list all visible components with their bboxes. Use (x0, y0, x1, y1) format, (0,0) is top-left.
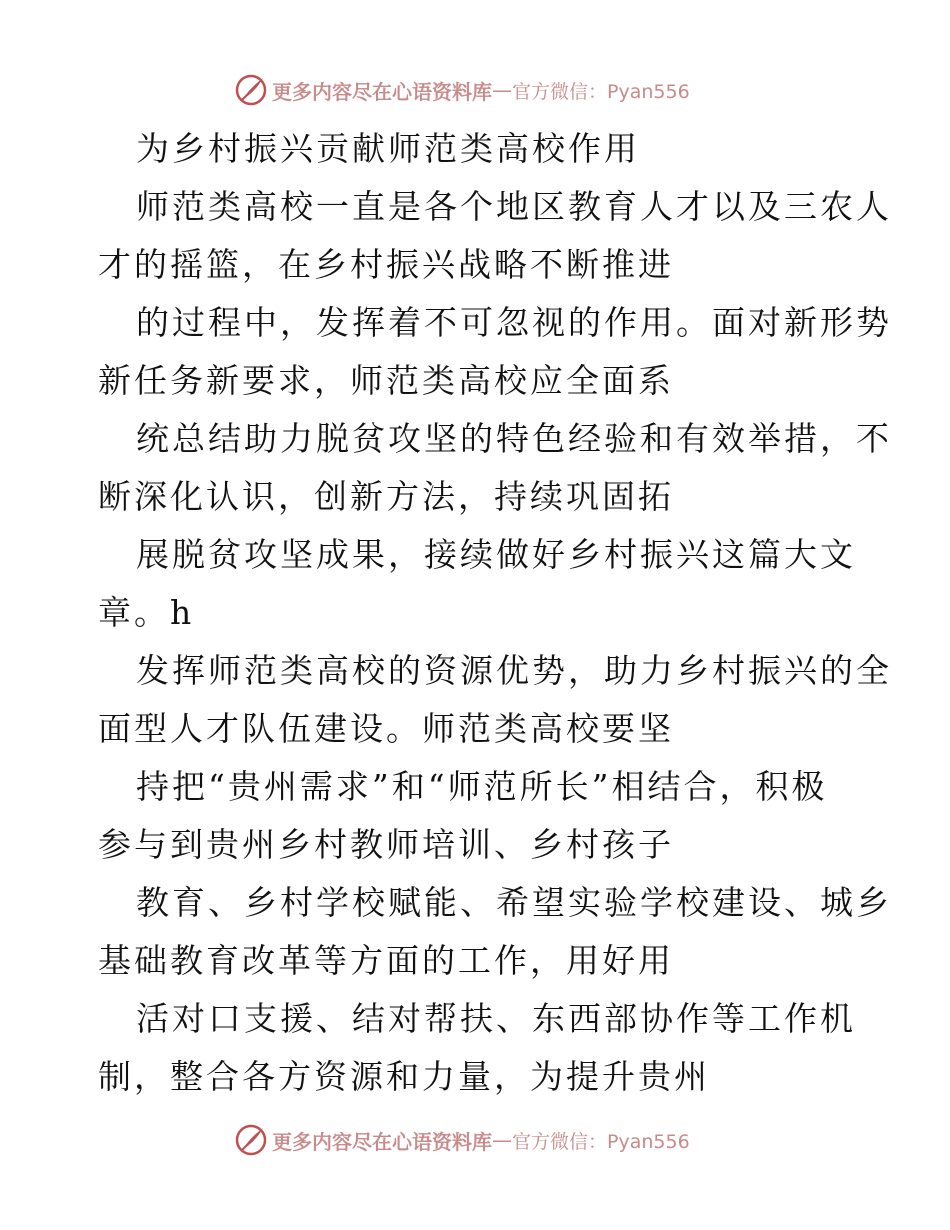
header-dash: — (492, 78, 512, 102)
footer-dash: — (492, 1128, 512, 1152)
quill-logo-icon (234, 1123, 268, 1157)
text-line: 教育、乡村学校赋能、希望实验学校建设、城乡 (136, 883, 892, 922)
footer-banner (234, 1122, 714, 1158)
text-line: 统总结助力脱贫攻坚的特色经验和有效举措，不 (136, 419, 892, 458)
text-line: 章。h (98, 593, 195, 632)
text-line: 发挥师范类高校的资源优势，助力乡村振兴的全 (136, 651, 892, 690)
text-line: 的过程中，发挥着不可忽视的作用。面对新形势 (136, 303, 892, 342)
header-site-name: 更多内容尽在心语资料库 (272, 79, 492, 104)
quill-logo-icon (234, 73, 268, 107)
text-line: 展脱贫攻坚成果，接续做好乡村振兴这篇大文 (136, 535, 856, 574)
text-line: 为乡村振兴贡献师范类高校作用 (136, 129, 640, 168)
text-line: 新任务新要求，师范类高校应全面系 (98, 361, 674, 400)
header-banner (234, 72, 714, 108)
footer-site-name: 更多内容尽在心语资料库 (272, 1129, 492, 1154)
text-line: 才的摇篮，在乡村振兴战略不断推进 (98, 245, 674, 284)
text-line: 制，整合各方资源和力量，为提升贵州 (98, 1057, 710, 1096)
text-line: 面型人才队伍建设。师范类高校要坚 (98, 709, 674, 748)
header-wechat: 官方微信：Pyan556 (512, 80, 690, 103)
text-line: 活对口支援、结对帮扶、东西部协作等工作机 (136, 999, 856, 1038)
text-line: 师范类高校一直是各个地区教育人才以及三农人 (136, 187, 892, 226)
text-line: 持把“贵州需求”和“师范所长”相结合，积极 (136, 767, 828, 806)
text-line: 基础教育改革等方面的工作，用好用 (98, 941, 674, 980)
text-line: 参与到贵州乡村教师培训、乡村孩子 (98, 825, 674, 864)
footer-wechat: 官方微信：Pyan556 (512, 1130, 690, 1153)
text-line: 断深化认识，创新方法，持续巩固拓 (98, 477, 674, 516)
